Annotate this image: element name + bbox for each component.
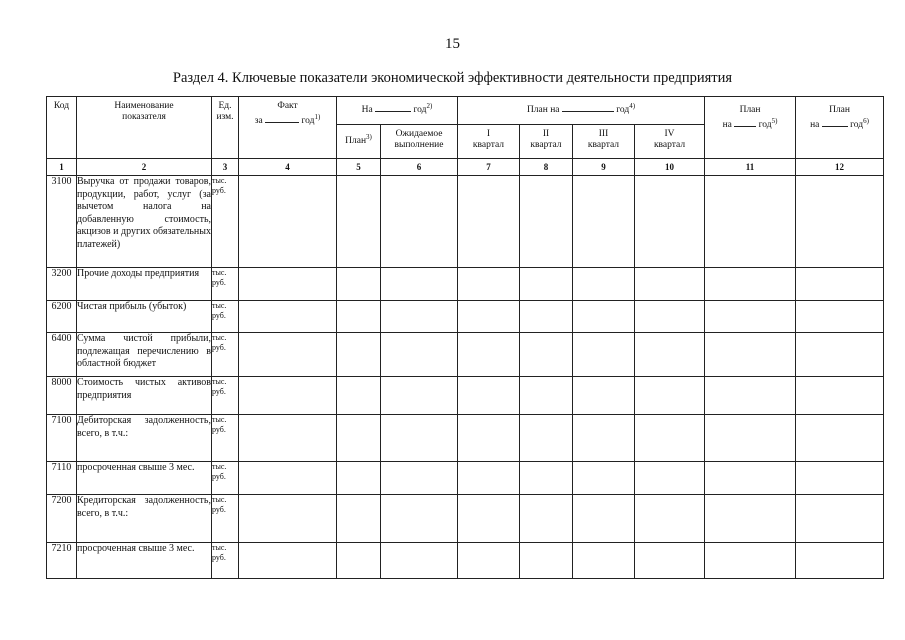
table-row [47,543,884,579]
value-cell[interactable] [381,462,458,495]
table-row [47,333,884,377]
value-cell[interactable] [520,268,573,301]
value-cell[interactable] [635,176,705,268]
value-cell[interactable] [520,176,573,268]
value-cell[interactable] [635,333,705,377]
column-number: 2 [77,159,212,176]
row-name: просроченная свыше 3 мес. [77,543,212,579]
value-cell[interactable] [458,462,520,495]
header-plan: План$^{3)}$ [337,125,381,159]
header-na-year: На год$^{2)}$ [337,97,458,125]
value-cell[interactable] [381,377,458,415]
row-name: Прочие доходы предприятия [77,268,212,301]
value-cell[interactable] [573,268,635,301]
row-unit: тыс. руб. [212,415,239,462]
column-number: 3 [212,159,239,176]
row-unit: тыс. руб. [212,333,239,377]
value-cell[interactable] [635,543,705,579]
value-cell[interactable] [520,377,573,415]
table-row [47,377,884,415]
row-unit: тыс. руб. [212,268,239,301]
value-cell[interactable] [458,543,520,579]
value-cell[interactable] [705,543,796,579]
row-name: Стоимость чистых активов предприятия [77,377,212,415]
value-cell[interactable] [337,377,381,415]
value-cell[interactable] [705,495,796,543]
header-expected: Ожидаемое выполнение [381,125,458,159]
row-code: 7210 [47,543,77,579]
table-row [47,176,884,268]
value-cell[interactable] [635,377,705,415]
value-cell[interactable] [705,333,796,377]
value-cell[interactable] [705,301,796,333]
value-cell[interactable] [337,333,381,377]
value-cell[interactable] [458,495,520,543]
value-cell[interactable] [458,301,520,333]
value-cell[interactable] [239,377,337,415]
value-cell[interactable] [458,176,520,268]
row-name: просроченная свыше 3 мес. [77,462,212,495]
value-cell[interactable] [381,301,458,333]
value-cell[interactable] [635,268,705,301]
value-cell[interactable] [520,333,573,377]
row-code: 6400 [47,333,77,377]
value-cell[interactable] [573,301,635,333]
row-unit: тыс. руб. [212,543,239,579]
value-cell[interactable] [520,495,573,543]
value-cell[interactable] [573,377,635,415]
row-code: 3100 [47,176,77,268]
value-cell[interactable] [381,268,458,301]
value-cell[interactable] [796,462,884,495]
header-q3: III квартал [573,125,635,159]
value-cell[interactable] [796,301,884,333]
value-cell[interactable] [573,333,635,377]
value-cell[interactable] [239,268,337,301]
header-q2: II квартал [520,125,573,159]
row-code: 8000 [47,377,77,415]
column-number: 6 [381,159,458,176]
value-cell[interactable] [239,176,337,268]
column-number: 8 [520,159,573,176]
value-cell[interactable] [337,462,381,495]
row-name: Выручка от продажи товаров, продукции, работ, услуг (за вычетом налога на добавленную стоимость, акцизов и других обязательных платежей) [77,176,212,268]
header-plan6: План на год$^{6)}$ [796,97,884,159]
value-cell[interactable] [381,495,458,543]
value-cell[interactable] [796,333,884,377]
row-name: Чистая прибыль (убыток) [77,301,212,333]
row-unit: тыс. руб. [212,495,239,543]
value-cell[interactable] [337,301,381,333]
value-cell[interactable] [705,462,796,495]
column-number-row [47,159,884,176]
row-unit: тыс. руб. [212,301,239,333]
value-cell[interactable] [796,377,884,415]
header-q1: I квартал [458,125,520,159]
value-cell[interactable] [573,415,635,462]
column-number: 1 [47,159,77,176]
row-name: Дебиторская задолженность, всего, в т.ч.: [77,415,212,462]
value-cell[interactable] [239,543,337,579]
value-cell[interactable] [239,301,337,333]
value-cell[interactable] [573,495,635,543]
value-cell[interactable] [458,415,520,462]
header-q4: IV квартал [635,125,705,159]
row-unit: тыс. руб. [212,377,239,415]
value-cell[interactable] [635,415,705,462]
value-cell[interactable] [337,495,381,543]
value-cell[interactable] [796,495,884,543]
value-cell[interactable] [337,176,381,268]
kpi-table [46,96,884,579]
row-name: Кредиторская задолженность, всего, в т.ч.: [77,495,212,543]
column-number: 5 [337,159,381,176]
value-cell[interactable] [705,415,796,462]
table-row [47,268,884,301]
value-cell[interactable] [239,462,337,495]
value-cell[interactable] [458,377,520,415]
value-cell[interactable] [573,543,635,579]
header-plan-na-year: План на год$^{4)}$ [458,97,705,125]
column-number: 12 [796,159,884,176]
value-cell[interactable] [239,495,337,543]
value-cell[interactable] [458,333,520,377]
value-cell[interactable] [635,301,705,333]
row-unit: тыс. руб. [212,462,239,495]
table-row [47,462,884,495]
value-cell[interactable] [705,176,796,268]
value-cell[interactable] [796,268,884,301]
value-cell[interactable] [635,462,705,495]
value-cell[interactable] [239,415,337,462]
table-row [47,495,884,543]
row-code: 7100 [47,415,77,462]
value-cell[interactable] [796,415,884,462]
section-title: Раздел 4. Ключевые показатели экономической эффективности деятельности предприятия [172,70,733,86]
value-cell[interactable] [239,333,337,377]
value-cell[interactable] [458,268,520,301]
header-plan5: План на год$^{5)}$ [705,97,796,159]
value-cell[interactable] [796,543,884,579]
value-cell[interactable] [381,415,458,462]
value-cell[interactable] [573,462,635,495]
row-name: Сумма чистой прибыли, подлежащая перечислению в областной бюджет [77,333,212,377]
header-fact: Факт за год$^{1)}$ [239,97,337,159]
row-code: 6200 [47,301,77,333]
value-cell[interactable] [337,268,381,301]
header-name: Наименование показателя [77,97,212,159]
value-cell[interactable] [381,333,458,377]
row-unit: тыс. руб. [212,176,239,268]
header-code: Код [47,97,77,159]
value-cell[interactable] [381,543,458,579]
value-cell[interactable] [381,176,458,268]
value-cell[interactable] [520,415,573,462]
table-row [47,415,884,462]
row-code: 7200 [47,495,77,543]
column-number: 10 [635,159,705,176]
value-cell[interactable] [705,268,796,301]
row-code: 7110 [47,462,77,495]
value-cell[interactable] [573,176,635,268]
value-cell[interactable] [520,543,573,579]
value-cell[interactable] [796,176,884,268]
column-number: 11 [705,159,796,176]
header-unit: Ед. изм. [212,97,239,159]
row-code: 3200 [47,268,77,301]
value-cell[interactable] [520,462,573,495]
column-number: 9 [573,159,635,176]
value-cell[interactable] [337,543,381,579]
value-cell[interactable] [337,415,381,462]
page-number: 15 [445,36,460,52]
table-row [47,301,884,333]
value-cell[interactable] [705,377,796,415]
value-cell[interactable] [635,495,705,543]
value-cell[interactable] [520,301,573,333]
column-number: 4 [239,159,337,176]
column-number: 7 [458,159,520,176]
